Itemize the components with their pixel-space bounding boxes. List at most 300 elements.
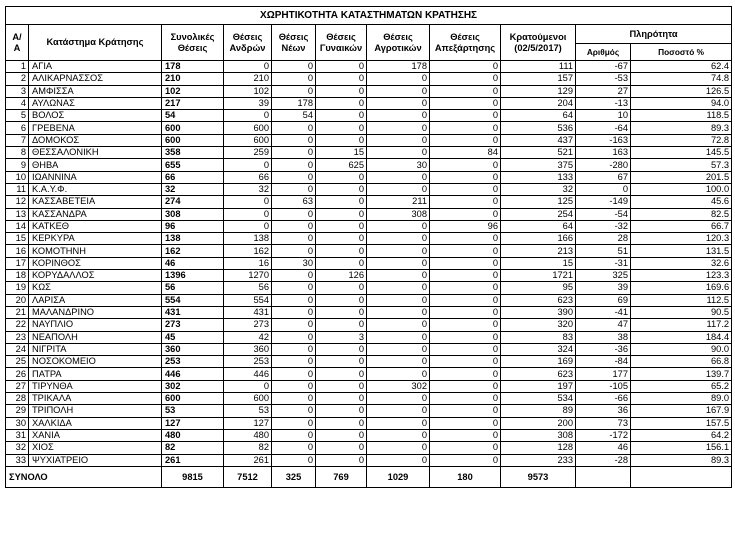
header-men: Θέσεις Ανδρών: [224, 25, 272, 61]
detainees-cell: 623: [501, 368, 576, 380]
men-cell: 480: [224, 429, 272, 441]
agri-cell: 0: [367, 319, 430, 331]
total-seats-cell: 178: [162, 61, 224, 73]
occupancy-percent-cell: 201.5: [631, 171, 732, 183]
agri-cell: 0: [367, 270, 430, 282]
header-occupancy: Πληρότητα: [576, 25, 732, 44]
header-youth: Θέσεις Νέων: [272, 25, 316, 61]
women-cell: 0: [316, 245, 367, 257]
youth-cell: 0: [272, 73, 316, 85]
row-number: 11: [6, 183, 29, 195]
store-name: ΔΟΜΟΚΟΣ: [29, 134, 162, 146]
women-cell: 0: [316, 257, 367, 269]
youth-cell: 0: [272, 405, 316, 417]
total-seats-cell: 217: [162, 97, 224, 109]
total-seats-cell: 138: [162, 233, 224, 245]
table-row: [6, 319, 732, 331]
occupancy-number-cell: 0: [576, 183, 631, 195]
dependency-cell: 84: [430, 147, 501, 159]
header-detainees: Κρατούμενοι (02/5/2017): [501, 25, 576, 61]
table-row: [6, 171, 732, 183]
total-seats-cell: 54: [162, 110, 224, 122]
occupancy-number-cell: 28: [576, 233, 631, 245]
dependency-cell: 0: [430, 368, 501, 380]
youth-cell: 0: [272, 147, 316, 159]
occupancy-percent-cell: 89.3: [631, 454, 732, 466]
total-seats-cell: 358: [162, 147, 224, 159]
women-cell: 0: [316, 233, 367, 245]
row-number: 17: [6, 257, 29, 269]
store-name: ΚΑΣΣΑΒΕΤΕΙΑ: [29, 196, 162, 208]
agri-cell: 0: [367, 393, 430, 405]
total-detainees: 9573: [501, 466, 576, 487]
table-row: [6, 134, 732, 146]
row-number: 18: [6, 270, 29, 282]
occupancy-percent-cell: 66.7: [631, 220, 732, 232]
dependency-cell: 0: [430, 294, 501, 306]
header-women: Θέσεις Γυναικών: [316, 25, 367, 61]
dependency-cell: 0: [430, 159, 501, 171]
total-women: 769: [316, 466, 367, 487]
row-number: 12: [6, 196, 29, 208]
women-cell: 0: [316, 306, 367, 318]
row-number: 21: [6, 306, 29, 318]
total-seats: 9815: [162, 466, 224, 487]
row-number: 1: [6, 61, 29, 73]
men-cell: 600: [224, 393, 272, 405]
table-row: [6, 454, 732, 466]
women-cell: 0: [316, 196, 367, 208]
total-seats-cell: 162: [162, 245, 224, 257]
header-number: Αριθμός: [576, 44, 631, 61]
women-cell: 625: [316, 159, 367, 171]
youth-cell: 0: [272, 306, 316, 318]
occupancy-percent-cell: 62.4: [631, 61, 732, 73]
occupancy-number-cell: -54: [576, 208, 631, 220]
agri-cell: 178: [367, 61, 430, 73]
store-name: ΧΑΛΚΙΔΑ: [29, 417, 162, 429]
agri-cell: 0: [367, 147, 430, 159]
occupancy-percent-cell: 72.8: [631, 134, 732, 146]
agri-cell: 0: [367, 331, 430, 343]
store-name: ΚΩΣ: [29, 282, 162, 294]
agri-cell: 0: [367, 417, 430, 429]
men-cell: 273: [224, 319, 272, 331]
store-name: ΑΥΛΩΝΑΣ: [29, 97, 162, 109]
detainees-cell: 157: [501, 73, 576, 85]
agri-cell: 0: [367, 73, 430, 85]
row-number: 29: [6, 405, 29, 417]
occupancy-percent-cell: 131.5: [631, 245, 732, 257]
total-number-empty: [576, 466, 631, 487]
agri-cell: 0: [367, 356, 430, 368]
total-seats-cell: 96: [162, 220, 224, 232]
detainees-cell: 254: [501, 208, 576, 220]
detainees-cell: 324: [501, 343, 576, 355]
youth-cell: 0: [272, 294, 316, 306]
occupancy-percent-cell: 169.6: [631, 282, 732, 294]
men-cell: 102: [224, 85, 272, 97]
detainees-cell: 133: [501, 171, 576, 183]
detainees-cell: 213: [501, 245, 576, 257]
detainees-cell: 390: [501, 306, 576, 318]
occupancy-percent-cell: 64.2: [631, 429, 732, 441]
total-label: ΣΥΝΟΛΟ: [6, 466, 162, 487]
occupancy-number-cell: -66: [576, 393, 631, 405]
agri-cell: 0: [367, 454, 430, 466]
women-cell: 0: [316, 208, 367, 220]
dependency-cell: 0: [430, 61, 501, 73]
store-name: ΙΩΑΝΝΙΝΑ: [29, 171, 162, 183]
occupancy-percent-cell: 118.5: [631, 110, 732, 122]
detainees-cell: 129: [501, 85, 576, 97]
dependency-cell: 0: [430, 85, 501, 97]
men-cell: 1270: [224, 270, 272, 282]
row-number: 16: [6, 245, 29, 257]
row-number: 4: [6, 97, 29, 109]
store-name: ΤΡΙΠΟΛΗ: [29, 405, 162, 417]
agri-cell: 0: [367, 282, 430, 294]
men-cell: 0: [224, 220, 272, 232]
men-cell: 39: [224, 97, 272, 109]
women-cell: 0: [316, 319, 367, 331]
agri-cell: 302: [367, 380, 430, 392]
agri-cell: 0: [367, 220, 430, 232]
row-number: 33: [6, 454, 29, 466]
dependency-cell: 0: [430, 97, 501, 109]
row-number: 9: [6, 159, 29, 171]
detainees-cell: 1721: [501, 270, 576, 282]
men-cell: 0: [224, 159, 272, 171]
table-row: [6, 183, 732, 195]
row-number: 13: [6, 208, 29, 220]
occupancy-number-cell: -31: [576, 257, 631, 269]
store-name: ΑΓΙΑ: [29, 61, 162, 73]
store-name: ΚΟΜΟΤΗΝΗ: [29, 245, 162, 257]
dependency-cell: 0: [430, 171, 501, 183]
men-cell: 66: [224, 171, 272, 183]
header-percent: Ποσοστό %: [631, 44, 732, 61]
women-cell: 0: [316, 183, 367, 195]
total-seats-cell: 273: [162, 319, 224, 331]
occupancy-percent-cell: 82.5: [631, 208, 732, 220]
total-seats-cell: 1396: [162, 270, 224, 282]
detainees-cell: 521: [501, 147, 576, 159]
dependency-cell: 0: [430, 319, 501, 331]
occupancy-number-cell: -36: [576, 343, 631, 355]
occupancy-number-cell: -64: [576, 122, 631, 134]
detainees-cell: 200: [501, 417, 576, 429]
women-cell: 0: [316, 97, 367, 109]
men-cell: 554: [224, 294, 272, 306]
detainees-cell: 169: [501, 356, 576, 368]
occupancy-percent-cell: 90.0: [631, 343, 732, 355]
occupancy-number-cell: -32: [576, 220, 631, 232]
total-seats-cell: 431: [162, 306, 224, 318]
women-cell: 0: [316, 368, 367, 380]
table-row: [6, 147, 732, 159]
total-seats-cell: 446: [162, 368, 224, 380]
row-number: 3: [6, 85, 29, 97]
total-percent-empty: [631, 466, 732, 487]
total-row: [6, 466, 732, 487]
table-body: [6, 61, 732, 467]
store-name: ΚΟΡΥΔΑΛΛΟΣ: [29, 270, 162, 282]
dependency-cell: 0: [430, 245, 501, 257]
agri-cell: 211: [367, 196, 430, 208]
dependency-cell: 0: [430, 270, 501, 282]
agri-cell: 0: [367, 442, 430, 454]
men-cell: 0: [224, 196, 272, 208]
dependency-cell: 0: [430, 429, 501, 441]
men-cell: 16: [224, 257, 272, 269]
women-cell: 0: [316, 417, 367, 429]
store-name: ΛΑΡΙΣΑ: [29, 294, 162, 306]
occupancy-number-cell: -13: [576, 97, 631, 109]
dependency-cell: 0: [430, 233, 501, 245]
total-seats-cell: 210: [162, 73, 224, 85]
occupancy-percent-cell: 100.0: [631, 183, 732, 195]
table-row: [6, 110, 732, 122]
women-cell: 0: [316, 343, 367, 355]
dependency-cell: 0: [430, 356, 501, 368]
total-seats-cell: 302: [162, 380, 224, 392]
store-name: ΝΟΣΟΚΟΜΕΙΟ: [29, 356, 162, 368]
detainees-cell: 320: [501, 319, 576, 331]
occupancy-percent-cell: 157.5: [631, 417, 732, 429]
youth-cell: 0: [272, 343, 316, 355]
dependency-cell: 0: [430, 331, 501, 343]
dependency-cell: 0: [430, 393, 501, 405]
agri-cell: 0: [367, 405, 430, 417]
table-row: [6, 393, 732, 405]
agri-cell: 0: [367, 85, 430, 97]
men-cell: 127: [224, 417, 272, 429]
total-dependency: 180: [430, 466, 501, 487]
store-name: ΜΑΛΑΝΔΡΙΝΟ: [29, 306, 162, 318]
row-number: 2: [6, 73, 29, 85]
dependency-cell: 0: [430, 417, 501, 429]
youth-cell: 54: [272, 110, 316, 122]
store-name: ΚΑΤΚΕΘ: [29, 220, 162, 232]
men-cell: 56: [224, 282, 272, 294]
detainees-cell: 111: [501, 61, 576, 73]
youth-cell: 0: [272, 393, 316, 405]
row-number: 31: [6, 429, 29, 441]
men-cell: 600: [224, 122, 272, 134]
occupancy-percent-cell: 184.4: [631, 331, 732, 343]
table-row: [6, 442, 732, 454]
total-seats-cell: 261: [162, 454, 224, 466]
occupancy-number-cell: 73: [576, 417, 631, 429]
total-seats-cell: 253: [162, 356, 224, 368]
occupancy-number-cell: -41: [576, 306, 631, 318]
total-men: 7512: [224, 466, 272, 487]
detainees-cell: 95: [501, 282, 576, 294]
detainees-cell: 204: [501, 97, 576, 109]
occupancy-number-cell: -172: [576, 429, 631, 441]
dependency-cell: 0: [430, 306, 501, 318]
store-name: ΤΡΙΚΑΛΑ: [29, 393, 162, 405]
row-number: 30: [6, 417, 29, 429]
store-name: ΧΑΝΙΑ: [29, 429, 162, 441]
agri-cell: 0: [367, 245, 430, 257]
store-name: ΝΕΑΠΟΛΗ: [29, 331, 162, 343]
table-row: [6, 85, 732, 97]
dependency-cell: 0: [430, 208, 501, 220]
occupancy-percent-cell: 120.3: [631, 233, 732, 245]
women-cell: 0: [316, 61, 367, 73]
store-name: ΝΙΓΡΙΤΑ: [29, 343, 162, 355]
occupancy-number-cell: -149: [576, 196, 631, 208]
table-row: [6, 61, 732, 73]
row-number: 28: [6, 393, 29, 405]
occupancy-percent-cell: 126.5: [631, 85, 732, 97]
table-row: [6, 257, 732, 269]
occupancy-number-cell: 46: [576, 442, 631, 454]
detainees-cell: 233: [501, 454, 576, 466]
occupancy-percent-cell: 139.7: [631, 368, 732, 380]
agri-cell: 0: [367, 306, 430, 318]
agri-cell: 0: [367, 233, 430, 245]
youth-cell: 0: [272, 270, 316, 282]
total-youth: 325: [272, 466, 316, 487]
agri-cell: 0: [367, 122, 430, 134]
occupancy-number-cell: 38: [576, 331, 631, 343]
women-cell: 0: [316, 73, 367, 85]
women-cell: 0: [316, 429, 367, 441]
store-name: Κ.Α.Υ.Φ.: [29, 183, 162, 195]
detainees-cell: 166: [501, 233, 576, 245]
women-cell: 0: [316, 220, 367, 232]
header-agri: Θέσεις Αγροτικών: [367, 25, 430, 61]
row-number: 20: [6, 294, 29, 306]
women-cell: 0: [316, 454, 367, 466]
occupancy-number-cell: 67: [576, 171, 631, 183]
dependency-cell: 0: [430, 196, 501, 208]
header-store: Κατάστημα Κράτησης: [29, 25, 162, 61]
occupancy-number-cell: 325: [576, 270, 631, 282]
agri-cell: 0: [367, 257, 430, 269]
occupancy-number-cell: -67: [576, 61, 631, 73]
women-cell: 0: [316, 294, 367, 306]
table-row: [6, 356, 732, 368]
men-cell: 162: [224, 245, 272, 257]
table-row: [6, 429, 732, 441]
youth-cell: 0: [272, 319, 316, 331]
row-number: 22: [6, 319, 29, 331]
agri-cell: 0: [367, 343, 430, 355]
women-cell: 0: [316, 442, 367, 454]
occupancy-percent-cell: 74.8: [631, 73, 732, 85]
men-cell: 0: [224, 380, 272, 392]
total-seats-cell: 82: [162, 442, 224, 454]
occupancy-percent-cell: 117.2: [631, 319, 732, 331]
men-cell: 42: [224, 331, 272, 343]
row-number: 10: [6, 171, 29, 183]
table-row: [6, 97, 732, 109]
men-cell: 0: [224, 208, 272, 220]
youth-cell: 0: [272, 61, 316, 73]
dependency-cell: 0: [430, 405, 501, 417]
youth-cell: 0: [272, 356, 316, 368]
occupancy-number-cell: -28: [576, 454, 631, 466]
occupancy-percent-cell: 45.6: [631, 196, 732, 208]
row-number: 26: [6, 368, 29, 380]
men-cell: 82: [224, 442, 272, 454]
dependency-cell: 0: [430, 442, 501, 454]
table-row: [6, 343, 732, 355]
total-seats-cell: 600: [162, 134, 224, 146]
occupancy-number-cell: 177: [576, 368, 631, 380]
row-number: 27: [6, 380, 29, 392]
table-row: [6, 220, 732, 232]
row-number: 7: [6, 134, 29, 146]
table-title: ΧΩΡΗΤΙΚΟΤΗΤΑ ΚΑΤΑΣΤΗΜΑΤΩΝ ΚΡΑΤΗΣΗΣ: [6, 7, 732, 25]
youth-cell: 0: [272, 208, 316, 220]
header-dependency: Θέσεις Απεξάρτησης: [430, 25, 501, 61]
detainees-cell: 89: [501, 405, 576, 417]
capacity-table: [5, 6, 732, 488]
store-name: ΚΟΡΙΝΘΟΣ: [29, 257, 162, 269]
dependency-cell: 0: [430, 454, 501, 466]
store-name: ΨΥΧΙΑΤΡΕΙΟ: [29, 454, 162, 466]
youth-cell: 0: [272, 368, 316, 380]
men-cell: 138: [224, 233, 272, 245]
youth-cell: 0: [272, 134, 316, 146]
agri-cell: 0: [367, 110, 430, 122]
youth-cell: 0: [272, 282, 316, 294]
detainees-cell: 83: [501, 331, 576, 343]
total-seats-cell: 655: [162, 159, 224, 171]
total-seats-cell: 102: [162, 85, 224, 97]
table-row: [6, 282, 732, 294]
agri-cell: 30: [367, 159, 430, 171]
occupancy-number-cell: 36: [576, 405, 631, 417]
dependency-cell: 0: [430, 183, 501, 195]
store-name: ΘΕΣΣΑΛΟΝΙΚΗ: [29, 147, 162, 159]
total-seats-cell: 127: [162, 417, 224, 429]
women-cell: 0: [316, 122, 367, 134]
occupancy-number-cell: 10: [576, 110, 631, 122]
agri-cell: 0: [367, 171, 430, 183]
store-name: ΒΟΛΟΣ: [29, 110, 162, 122]
youth-cell: 63: [272, 196, 316, 208]
occupancy-percent-cell: 167.9: [631, 405, 732, 417]
women-cell: 0: [316, 393, 367, 405]
agri-cell: 0: [367, 183, 430, 195]
agri-cell: 0: [367, 134, 430, 146]
occupancy-percent-cell: 66.8: [631, 356, 732, 368]
detainees-cell: 536: [501, 122, 576, 134]
detainees-cell: 375: [501, 159, 576, 171]
table-row: [6, 196, 732, 208]
table-row: [6, 122, 732, 134]
occupancy-percent-cell: 145.5: [631, 147, 732, 159]
women-cell: 0: [316, 134, 367, 146]
detainees-cell: 308: [501, 429, 576, 441]
occupancy-number-cell: -84: [576, 356, 631, 368]
women-cell: 0: [316, 282, 367, 294]
row-number: 6: [6, 122, 29, 134]
women-cell: 0: [316, 110, 367, 122]
youth-cell: 0: [272, 380, 316, 392]
men-cell: 32: [224, 183, 272, 195]
youth-cell: 0: [272, 171, 316, 183]
row-number: 23: [6, 331, 29, 343]
store-name: ΠΑΤΡΑ: [29, 368, 162, 380]
table-row: [6, 331, 732, 343]
